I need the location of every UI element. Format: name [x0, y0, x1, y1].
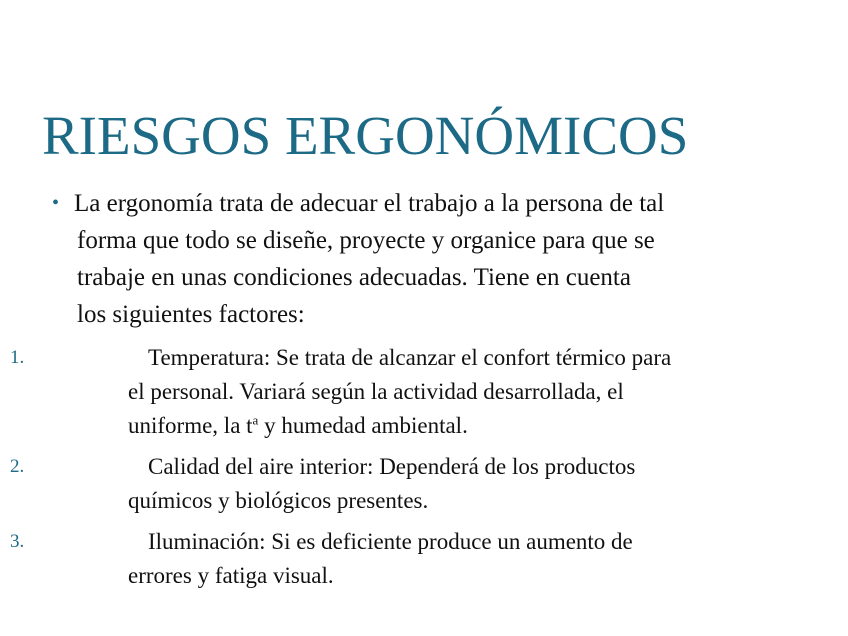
bullet-line: trabaje en unas condiciones adecuadas. Tiene en cuenta: [77, 264, 631, 291]
bullet-line: forma que todo se diseñe, proyecte y organice para que se: [77, 227, 655, 254]
superscript: a: [252, 412, 259, 428]
list-line-part: y humedad ambiental.: [264, 413, 468, 438]
list-item-iluminacion: [0, 525, 848, 593]
bullet-dot-icon: •: [52, 192, 60, 214]
list-line: [128, 409, 848, 443]
list-item-text: [128, 525, 848, 593]
list-number: 2.: [10, 456, 25, 477]
list-item-text: [128, 450, 848, 518]
list-item-temperatura: [0, 341, 848, 443]
list-item-calidad-aire: [0, 450, 848, 518]
slide-title: RIESGOS ERGONÓMICOS: [42, 105, 689, 166]
list-line-part: uniforme, la t: [128, 413, 253, 438]
list-line: Iluminación: Si es deficiente produce un aumento de: [148, 529, 633, 554]
list-line: químicos y biológicos presentes.: [128, 488, 429, 513]
list-line: Temperatura: Se trata de alcanzar el confort térmico para: [148, 345, 672, 370]
bullet-paragraph: [52, 185, 812, 333]
list-line: el personal. Variará según la actividad desarrollada, el: [128, 379, 624, 404]
bullet-text: [74, 185, 812, 333]
list-item-text: [128, 341, 848, 443]
list-line: errores y fatiga visual.: [128, 563, 334, 588]
list-number: 1.: [10, 347, 25, 368]
bullet-line: La ergonomía trata de adecuar el trabajo a la persona de tal: [74, 190, 665, 217]
list-line: Calidad del aire interior: Dependerá de los productos: [148, 454, 636, 479]
list-number: 3.: [10, 531, 25, 552]
bullet-line: los siguientes factores:: [77, 301, 305, 328]
